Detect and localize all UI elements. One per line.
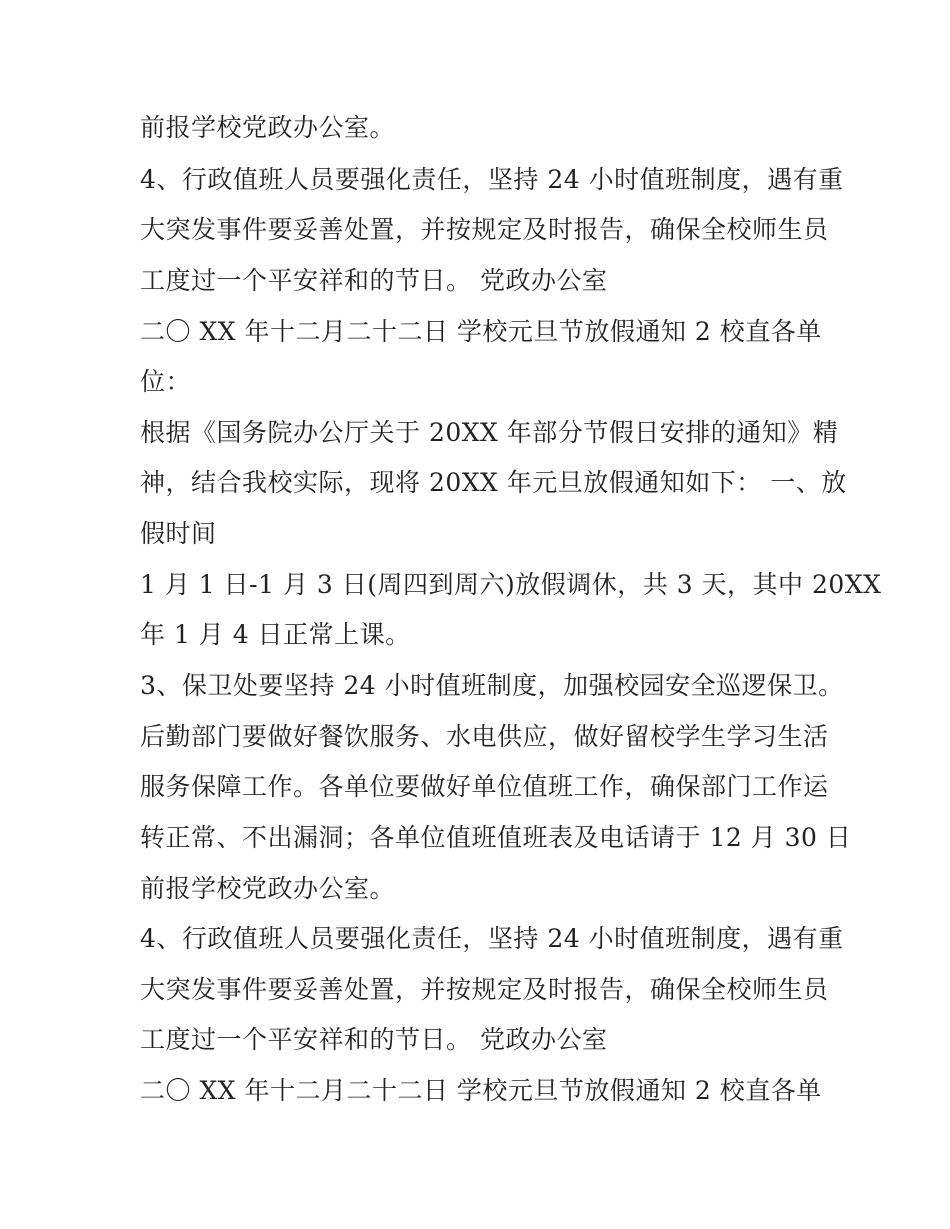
text-line: 大突发事件要妥善处置，并按规定及时报告，确保全校师生员 [140,215,829,244]
text-line: 神，结合我校实际，现将 20XX 年元旦放假通知如下： 一、放 [140,468,847,497]
text-line: 工度过一个平安祥和的节日。 党政办公室 [140,1025,608,1054]
text-line: 1 月 1 日-1 月 3 日(周四到周六)放假调休，共 3 天，其中 20XX [140,570,882,599]
text-line: 4、行政值班人员要强化责任，坚持 24 小时值班制度，遇有重 [140,924,844,953]
text-line: 二〇 XX 年十二月二十二日 学校元旦节放假通知 2 校直各单 [140,317,822,346]
text-line: 4、行政值班人员要强化责任，坚持 24 小时值班制度，遇有重 [140,165,844,194]
text-line: 位： [140,367,192,396]
text-line: 假时间 [140,519,217,548]
text-line: 转正常、不出漏洞；各单位值班值班表及电话请于 12 月 30 日 [140,823,852,852]
text-line: 二〇 XX 年十二月二十二日 学校元旦节放假通知 2 校直各单 [140,1076,822,1105]
text-line: 3、保卫处要坚持 24 小时值班制度，加强校园安全巡逻保卫。 [140,671,844,700]
text-line: 后勤部门要做好餐饮服务、水电供应，做好留校学生学习生活 [140,722,829,751]
text-line: 根据《国务院办公厅关于 20XX 年部分节假日安排的通知》精 [140,418,839,447]
text-line: 年 1 月 4 日正常上课。 [140,620,411,649]
text-line: 前报学校党政办公室。 [140,874,396,903]
text-line: 服务保障工作。各单位要做好单位值班工作，确保部门工作运 [140,772,829,801]
text-line: 前报学校党政办公室。 [140,113,396,142]
text-line: 工度过一个平安祥和的节日。 党政办公室 [140,266,608,295]
text-line: 大突发事件要妥善处置，并按规定及时报告，确保全校师生员 [140,975,829,1004]
